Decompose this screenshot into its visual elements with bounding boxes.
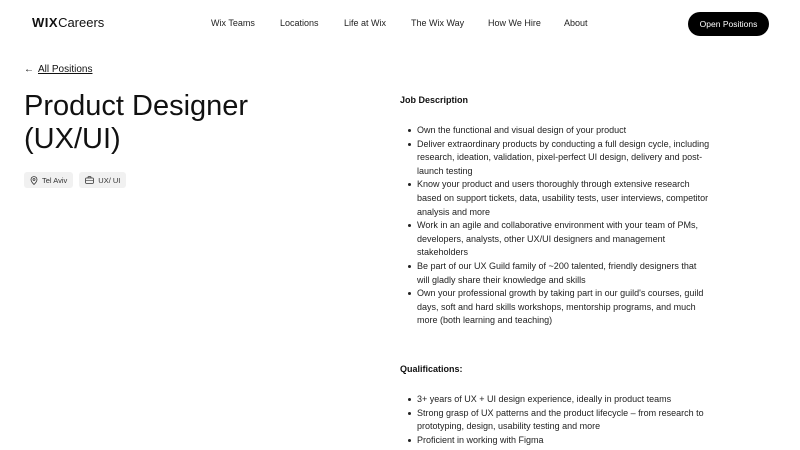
job-content xyxy=(400,95,710,447)
location-tag xyxy=(24,172,73,188)
briefcase-icon xyxy=(85,176,94,184)
site-header xyxy=(0,0,800,48)
list-item: Proficient in working with Figma xyxy=(400,434,710,448)
department-label: UX/ UI xyxy=(98,175,121,185)
list-item: Own the functional and visual design of your product xyxy=(400,124,710,138)
nav-item-about[interactable]: About xyxy=(564,18,588,28)
list-item: Strong grasp of UX patterns and the product lifecycle – from research to prototyping, design, usability testing and more xyxy=(400,407,710,434)
location-label: Tel Aviv xyxy=(42,175,68,185)
job-description-list xyxy=(400,124,710,328)
nav-item-the-wix-way[interactable]: The Wix Way xyxy=(411,18,465,28)
list-item: Deliver extraordinary products by conducting a full design cycle, including research, ideation, validation, pixel-perfect UI design, delivery and post-launch testing xyxy=(400,138,710,179)
nav-item-wix-teams[interactable]: Wix Teams xyxy=(211,18,255,28)
job-title: Product Designer (UX/UI) xyxy=(24,90,249,155)
nav-item-life-at-wix[interactable]: Life at Wix xyxy=(344,18,387,28)
list-item: Be part of our UX Guild family of ~200 talented, friendly designers that will gladly share their knowledge and skills xyxy=(400,260,710,287)
all-positions-label: All Positions xyxy=(38,64,93,75)
nav-item-locations[interactable]: Locations xyxy=(280,18,319,28)
wix-careers-logo[interactable] xyxy=(32,15,104,30)
list-item: 3+ years of UX + UI design experience, ideally in product teams xyxy=(400,393,710,407)
arrow-left-icon: ← xyxy=(24,64,34,75)
qualifications-list xyxy=(400,393,710,447)
job-tags xyxy=(24,172,126,188)
location-pin-icon xyxy=(30,176,38,185)
qualifications-title: Qualifications: xyxy=(400,363,463,374)
nav-item-how-we-hire[interactable]: How We Hire xyxy=(488,18,541,28)
all-positions-link[interactable] xyxy=(24,64,92,75)
list-item: Work in an agile and collaborative environment with your team of PMs, developers, analysts, other UX/UI designers and management stakeholders xyxy=(400,219,710,260)
logo-brand: WIX xyxy=(32,15,59,30)
open-positions-button[interactable]: Open Positions xyxy=(688,12,769,36)
department-tag xyxy=(79,172,126,188)
list-item: Know your product and users thoroughly through extensive research based on support tickets, data, usability tests, user interviews, competitor analysis and more xyxy=(400,178,710,219)
job-description-title: Job Description xyxy=(400,95,469,105)
logo-text: Careers xyxy=(58,15,105,30)
list-item: Own your professional growth by taking part in our guild's courses, guild days, soft and hard skills workshops, mentorship programs, and much more (both learning and teaching) xyxy=(400,287,710,328)
